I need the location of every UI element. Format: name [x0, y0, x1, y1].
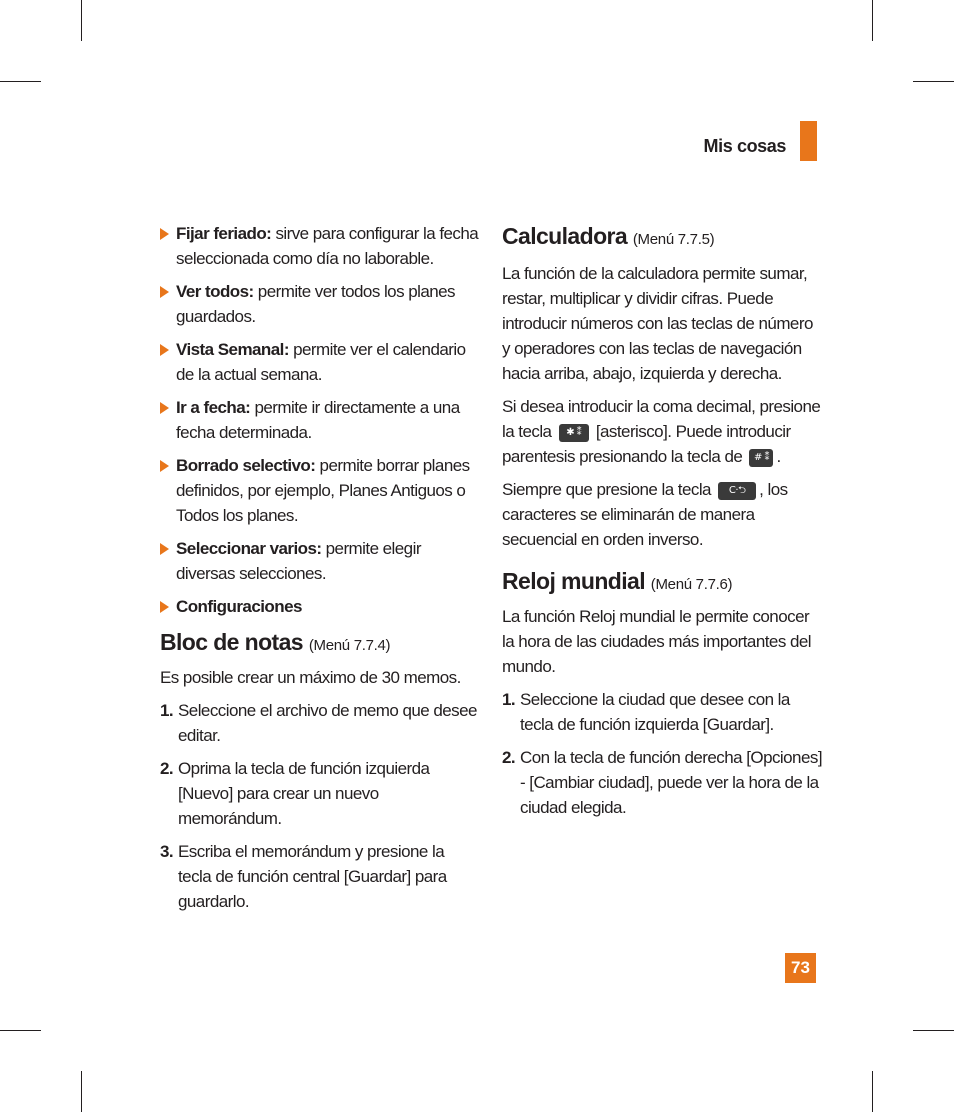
hash-key-icon: # ⁑ — [749, 449, 773, 467]
paragraph-text: Siempre que presione la tecla — [502, 480, 711, 499]
section-heading-reloj-mundial — [502, 566, 822, 600]
clear-key-icon: C·⮌ — [718, 482, 756, 500]
bullet-item — [160, 395, 480, 445]
crop-mark — [872, 1071, 873, 1112]
paragraph-text: . — [776, 447, 781, 466]
bullet-term: Ver todos: — [176, 282, 254, 301]
triangle-bullet-icon — [160, 460, 169, 472]
bullet-item — [160, 279, 480, 329]
bullet-term: Ir a fecha: — [176, 398, 251, 417]
step-number: 1. — [160, 701, 174, 720]
bullet-item — [160, 221, 480, 271]
crop-mark — [913, 81, 954, 82]
triangle-bullet-icon — [160, 402, 169, 414]
heading-text: Reloj mundial — [502, 568, 645, 594]
bullet-text: permite borrar planes definidos, por ejemplo, Planes Antiguos o Todos los planes. — [176, 456, 470, 525]
section-title: Mis cosas — [703, 136, 786, 156]
numbered-step — [160, 839, 480, 914]
heading-text: Calculadora — [502, 223, 628, 249]
crop-mark — [0, 81, 41, 82]
paragraph: La función de la calculadora permite sumar, restar, multiplicar y dividir cifras. Puede introducir números con las teclas de número y operadores con las teclas de navegación hacia arriba, abajo, izquierda y derecha. — [502, 264, 813, 383]
step-number: 3. — [160, 842, 174, 861]
bullet-term: Configuraciones — [176, 597, 302, 616]
bullet-term: Borrado selectivo: — [176, 456, 316, 475]
step-text: Seleccione la ciudad que desee con la tecla de función izquierda [Guardar]. — [520, 690, 790, 734]
triangle-bullet-icon — [160, 286, 169, 298]
paragraph: La función Reloj mundial le permite conocer la hora de las ciudades más importantes del mundo. — [502, 607, 811, 676]
crop-mark — [81, 0, 82, 41]
crop-mark — [81, 1071, 82, 1112]
menu-reference: (Menú 7.7.6) — [650, 576, 733, 593]
heading-text: Bloc de notas — [160, 629, 304, 655]
triangle-bullet-icon — [160, 543, 169, 555]
step-number: 2. — [502, 748, 516, 767]
triangle-bullet-icon — [160, 344, 169, 356]
bullet-item — [160, 536, 480, 586]
bullet-text: permite ver el calendario de la actual semana. — [176, 340, 466, 384]
step-text: Oprima la tecla de función izquierda [Nuevo] para crear un nuevo memorándum. — [178, 759, 430, 828]
right-column — [502, 221, 822, 828]
paragraph: Es posible crear un máximo de 30 memos. — [160, 668, 461, 687]
step-number: 2. — [160, 759, 174, 778]
numbered-step — [502, 687, 822, 737]
menu-reference: (Menú 7.7.5) — [632, 231, 715, 248]
bullet-term: Seleccionar varios: — [176, 539, 322, 558]
bullet-item — [160, 337, 480, 387]
paragraph-text: Si desea introducir la coma decimal, presione la tecla — [502, 397, 821, 441]
left-column — [160, 221, 480, 922]
step-text: Escriba el memorándum y presione la tecla de función central [Guardar] para guardarlo. — [178, 842, 447, 911]
numbered-step — [502, 745, 822, 820]
step-text: Seleccione el archivo de memo que desee editar. — [178, 701, 477, 745]
bullet-text: permite ver todos los planes guardados. — [176, 282, 456, 326]
section-heading-bloc-de-notas — [160, 627, 480, 661]
bullet-term: Vista Semanal: — [176, 340, 289, 359]
triangle-bullet-icon — [160, 228, 169, 240]
triangle-bullet-icon — [160, 601, 169, 613]
bullet-text: sirve para configurar la fecha seleccionada como día no laborable. — [176, 224, 479, 268]
paragraph — [502, 394, 822, 469]
bullet-text: permite elegir diversas selecciones. — [176, 539, 421, 583]
crop-mark — [0, 1030, 41, 1031]
bullet-text: permite ir directamente a una fecha determinada. — [176, 398, 460, 442]
page-number: 73 — [785, 953, 816, 983]
section-tab-marker — [800, 121, 817, 161]
step-text: Con la tecla de función derecha [Opciones] - [Cambiar ciudad], puede ver la hora de la ciudad elegida. — [520, 748, 822, 817]
bullet-item — [160, 453, 480, 528]
bullet-item — [160, 594, 480, 619]
numbered-step — [160, 698, 480, 748]
section-heading-calculadora — [502, 221, 822, 255]
numbered-step — [160, 756, 480, 831]
crop-mark — [913, 1030, 954, 1031]
menu-reference: (Menú 7.7.4) — [308, 637, 391, 654]
paragraph-text: , los caracteres se eliminarán de manera secuencial en orden inverso. — [502, 480, 788, 549]
paragraph-text: [asterisco]. Puede introducir parentesis presionando la tecla de — [502, 422, 791, 466]
step-number: 1. — [502, 690, 516, 709]
paragraph — [502, 477, 822, 552]
bullet-term: Fijar feriado: — [176, 224, 272, 243]
asterisk-key-icon: ✱ ⁑ — [559, 424, 589, 442]
crop-mark — [872, 0, 873, 41]
